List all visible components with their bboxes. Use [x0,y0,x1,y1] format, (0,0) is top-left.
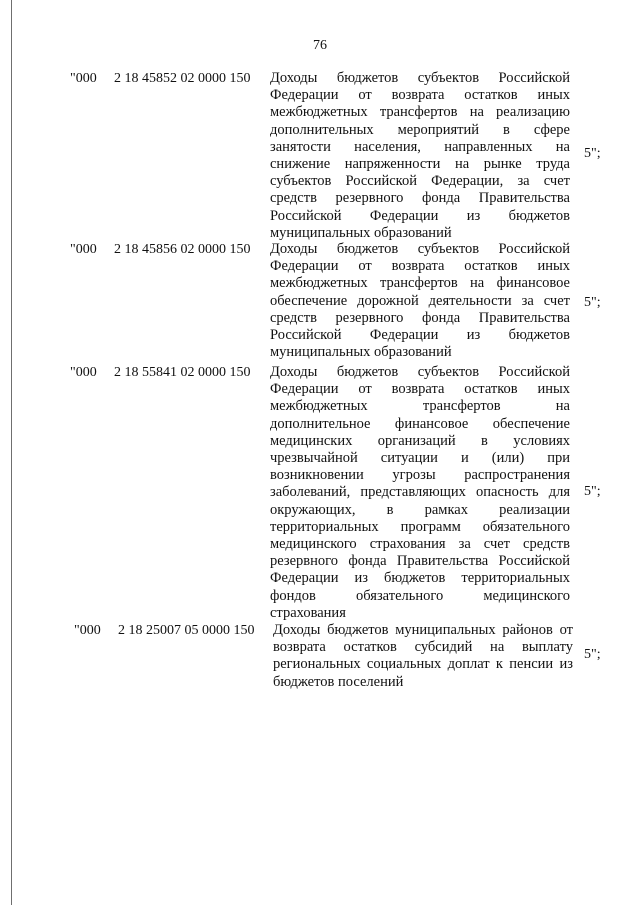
row-suffix: 5"; [584,295,601,310]
income-description: Доходы бюджетов субъектов Российской Федерации от возврата остатков иных межбюджетных трансфертов на дополнительное финансовое обеспечение медицинских организаций в условиях чрезвычайной ситуации и (или) при возникновении угрозы распространения заболеваний, представляющих опасность для окружающих, в рамках реализации территориальных программ обязательного медицинского страхования за счет средств резервного фонда Правительства Российской Федерации из бюджетов территориальных фондов обязательного медицинского страхования [270,364,570,621]
admin-code: "000 [70,71,97,86]
row-suffix: 5"; [584,146,601,161]
income-description: Доходы бюджетов субъектов Российской Федерации от возврата остатков иных межбюджетных трансфертов на реализацию дополнительных мероприятий в сфере занятости населения, направленных на снижение напряженности на рынке труда субъектов Российской Федерации, за счет средств резервного фонда Правительства Российской Федерации из бюджетов муниципальных образований [270,70,570,241]
income-code: 2 18 45852 02 0000 150 [114,71,251,86]
admin-code: "000 [70,242,97,257]
admin-code: "000 [70,365,97,380]
admin-code: "000 [74,623,101,638]
page-number: 76 [313,38,327,53]
income-code: 2 18 55841 02 0000 150 [114,365,251,380]
row-suffix: 5"; [584,484,601,499]
income-code: 2 18 45856 02 0000 150 [114,242,251,257]
page-edge-line [11,0,12,905]
income-description: Доходы бюджетов субъектов Российской Федерации от возврата остатков иных межбюджетных трансфертов на финансовое обеспечение дорожной деятельности за счет средств резервного фонда Правительства Российской Федерации из бюджетов муниципальных образований [270,241,570,361]
income-code: 2 18 25007 05 0000 150 [118,623,255,638]
row-suffix: 5"; [584,647,601,662]
income-description: Доходы бюджетов муниципальных районов от возврата остатков субсидий на выплату региональных социальных доплат к пенсии из бюджетов поселений [273,622,573,690]
